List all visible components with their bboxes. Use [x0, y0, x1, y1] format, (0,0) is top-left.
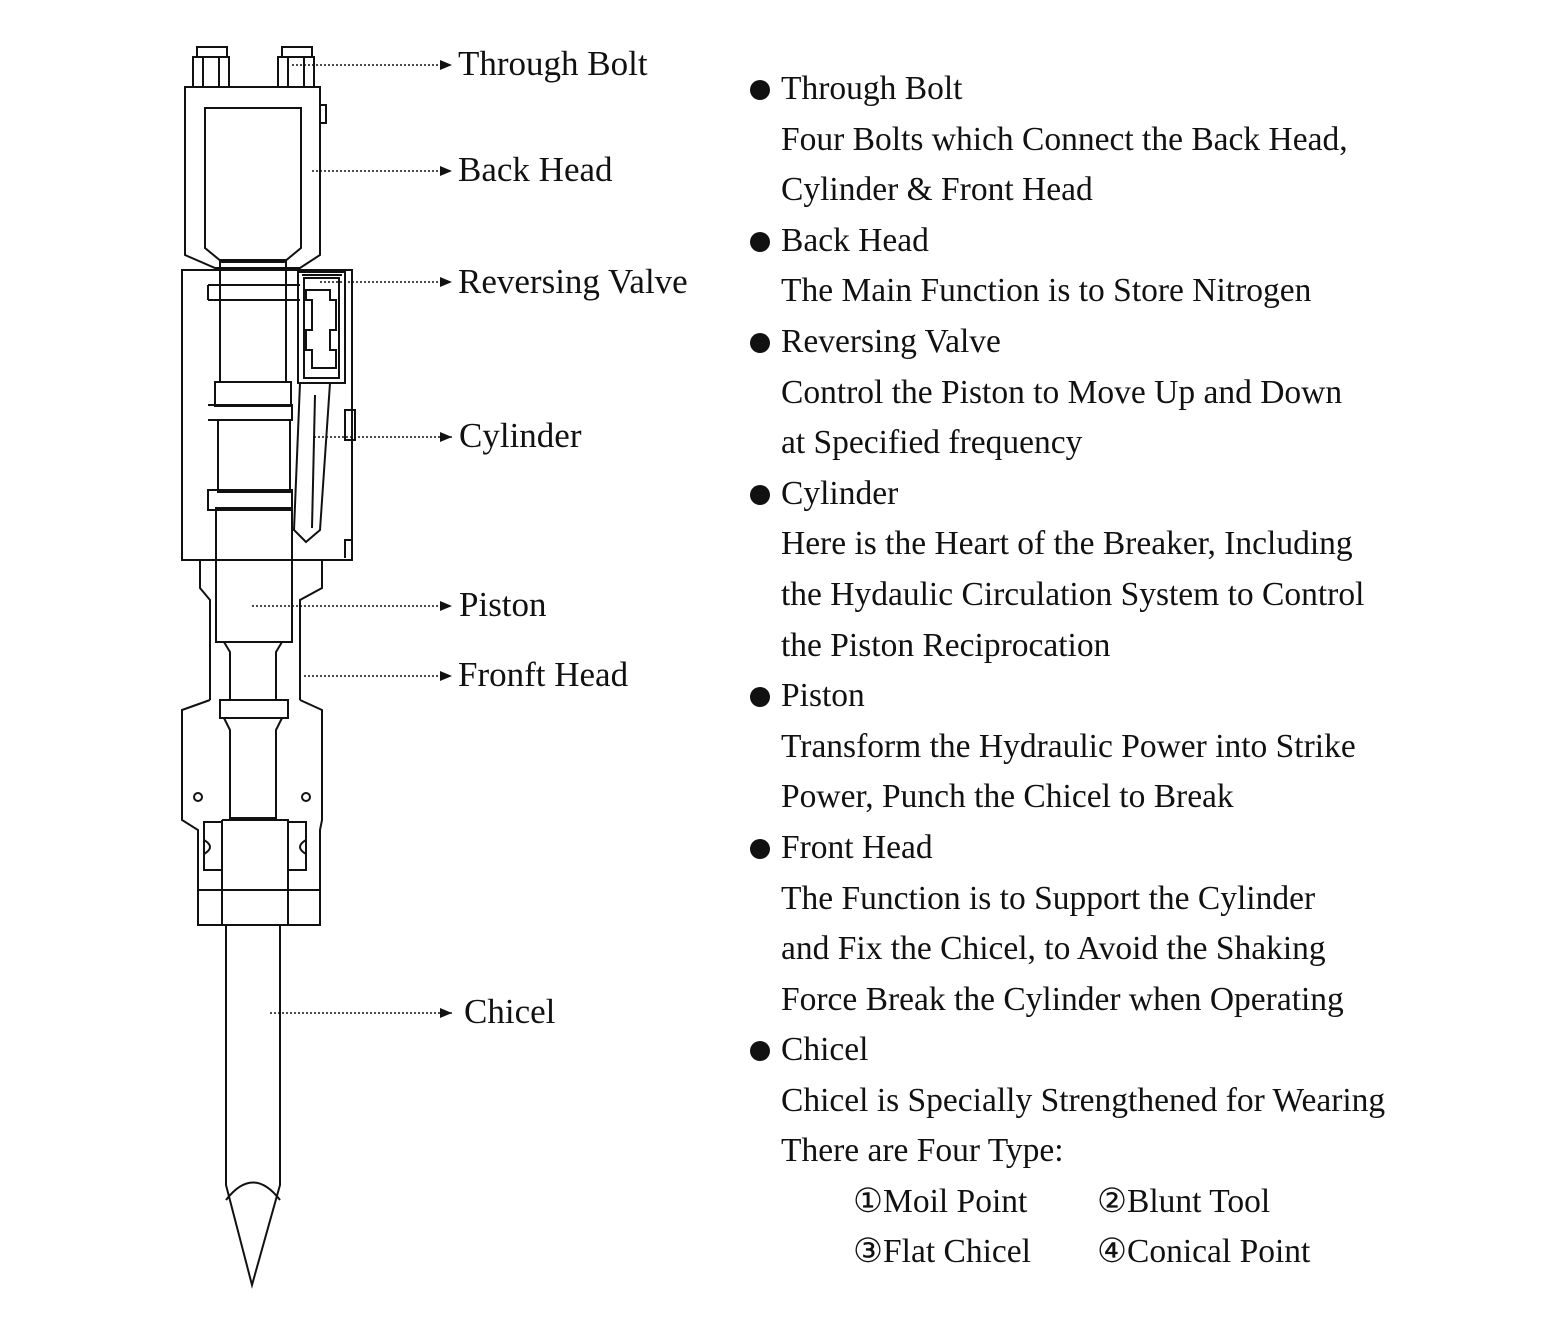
section-chicel: [750, 1025, 1550, 1277]
section-title: Chicel: [781, 1031, 869, 1069]
section-line: The Function is to Support the Cylinder: [781, 879, 1316, 917]
section-back-head: [750, 216, 1550, 317]
through-bolt-shape: [193, 47, 314, 87]
front-head-shape: [182, 560, 352, 925]
tool-type-blunt-tool: ②Blunt Tool: [1097, 1183, 1271, 1221]
callout-back-head: Back Head: [458, 150, 613, 189]
bullet-icon: [750, 687, 770, 707]
tool-types-row: [750, 1227, 1550, 1277]
section-line: Here is the Heart of the Breaker, Including: [781, 525, 1353, 563]
tool-type-conical-point: ④Conical Point: [1097, 1233, 1311, 1271]
section-line: the Piston Reciprocation: [781, 626, 1111, 664]
section-line: Control the Piston to Move Up and Down: [781, 373, 1343, 411]
section-line: The Main Function is to Store Nitrogen: [781, 272, 1312, 310]
component-descriptions: [750, 64, 1550, 1277]
section-title: Reversing Valve: [781, 322, 1001, 360]
callout-piston: Piston: [459, 585, 547, 624]
section-line: Chicel is Specially Strengthened for Wearing: [781, 1081, 1386, 1119]
section-reversing-valve: [750, 317, 1550, 469]
section-piston: [750, 671, 1550, 823]
callout-front-head: Fronft Head: [458, 655, 629, 694]
reversing-valve-shape: [294, 272, 345, 542]
section-title: Front Head: [781, 828, 933, 866]
tool-types-row: [750, 1177, 1550, 1227]
callout-through-bolt: Through Bolt: [458, 44, 648, 83]
piston-shape: [215, 260, 292, 818]
bullet-icon: [750, 232, 770, 252]
section-line: Four Bolts which Connect the Back Head,: [781, 120, 1348, 158]
tool-type-moil-point: ①Moil Point: [853, 1183, 1028, 1221]
callout-reversing-valve: Reversing Valve: [458, 262, 688, 301]
section-line: Transform the Hydraulic Power into Strike: [781, 727, 1356, 765]
tool-type-flat-chicel: ③Flat Chicel: [853, 1233, 1031, 1271]
section-line: Force Break the Cylinder when Operating: [781, 980, 1344, 1018]
bullet-icon: [750, 333, 770, 353]
section-cylinder: [750, 469, 1550, 671]
section-line: Power, Punch the Chicel to Break: [781, 778, 1234, 816]
section-title: Back Head: [781, 221, 929, 259]
section-line: and Fix the Chicel, to Avoid the Shaking: [781, 930, 1326, 968]
bullet-icon: [750, 80, 770, 100]
section-title: Cylinder: [781, 474, 899, 512]
section-line: at Specified frequency: [781, 424, 1083, 462]
cylinder-shape: [182, 270, 355, 560]
callout-chicel: Chicel: [464, 992, 556, 1031]
breaker-drawing: [182, 47, 355, 1285]
section-title: Through Bolt: [781, 70, 963, 107]
section-line: the Hydaulic Circulation System to Control: [781, 575, 1365, 613]
section-title: Piston: [781, 677, 865, 715]
section-line: There are Four Type:: [781, 1132, 1064, 1170]
section-line: Cylinder & Front Head: [781, 171, 1093, 209]
bullet-icon: [750, 485, 770, 505]
back-head-shape: [185, 87, 326, 268]
section-through-bolt: [750, 64, 1550, 216]
callout-cylinder: Cylinder: [459, 416, 582, 455]
bullet-icon: [750, 839, 770, 859]
bullet-icon: [750, 1041, 770, 1061]
section-front-head: [750, 823, 1550, 1025]
